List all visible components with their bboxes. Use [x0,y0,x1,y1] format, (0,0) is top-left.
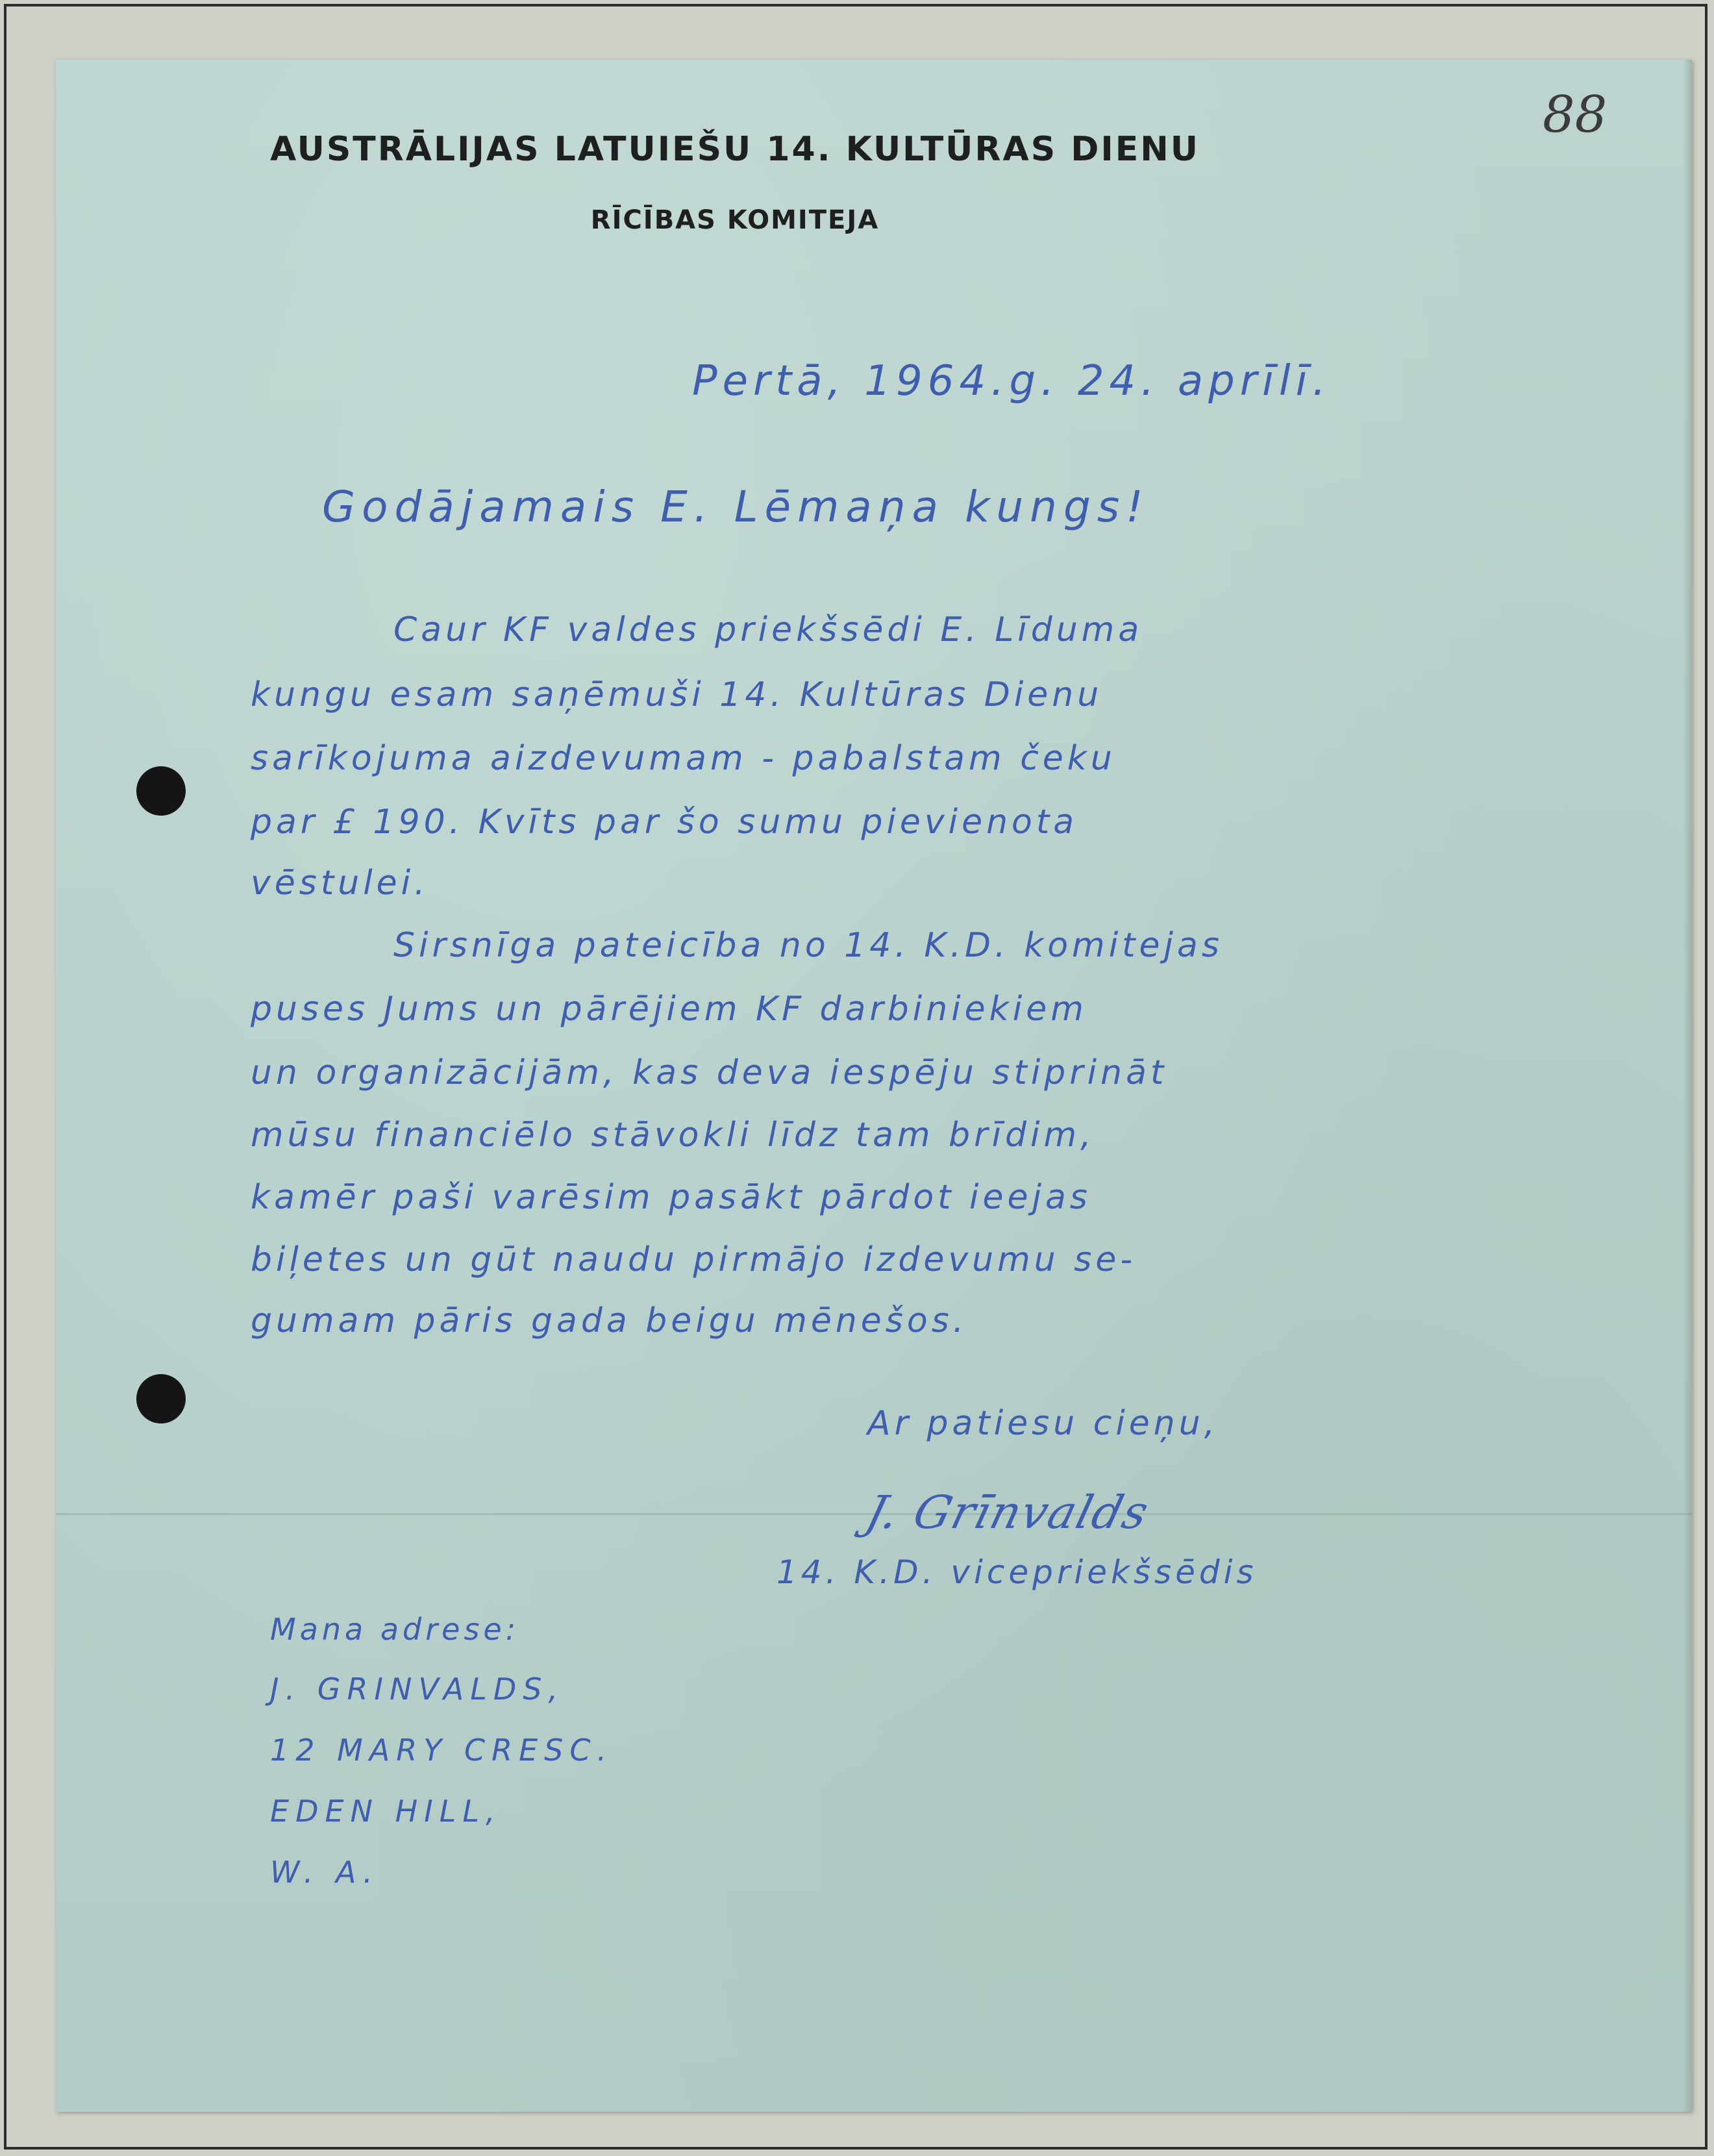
body-line: Caur KF valdes priekšsēdi E. Līduma [393,610,1143,649]
letterhead-subtitle: RĪCĪBAS KOMITEJA [590,205,880,235]
signer-title: 14. K.D. vicepriekšsēdis [776,1553,1258,1591]
body-line: Sirsnīga pateicība no 14. K.D. komitejas [393,926,1223,965]
archive-number: 88 [1543,86,1608,144]
body-line: sarīkojuma aizdevumam - pabalstam čeku [251,739,1116,778]
letter-page [56,60,1692,2112]
address-line: 12 MARY CRESC. [270,1733,614,1768]
address-line: W. A. [270,1855,379,1890]
address-line: J. GRINVALDS, [270,1672,565,1707]
address-line: EDEN HILL, [270,1794,502,1829]
paper-edge [1683,60,1692,2112]
punch-hole-bottom [136,1374,186,1423]
body-line: biļetes un gūt naudu pirmājo izdevumu se- [251,1240,1137,1279]
punch-hole-top [136,766,186,816]
body-line: puses Jums un pārējiem KF darbiniekiem [251,990,1087,1029]
body-line: vēstulei. [251,864,429,903]
body-line: mūsu financiēlo stāvokli līdz tam brīdim, [251,1116,1095,1155]
letterhead-title: AUSTRĀLIJAS LATUIEŠU 14. KULTŪRAS DIENU [269,130,1200,169]
body-line: par £ 190. Kvīts par šo sumu pievienota [251,803,1078,842]
body-line: kamēr paši varēsim pasākt pārdot ieejas [251,1178,1091,1217]
body-line: un organizācijām, kas deva iespēju stiprināt [251,1053,1168,1092]
body-line: gumam pāris gada beigu mēnešos. [251,1301,968,1340]
letter-salutation: Godājamais E. Lēmaņa kungs! [322,482,1150,532]
letter-closing: Ar patiesu cieņu, [867,1404,1219,1443]
signature: J. Grīnvalds [860,1486,1155,1539]
address-label: Mana adrese: [270,1612,520,1647]
letter-date: Pertā, 1964.g. 24. aprīlī. [692,357,1331,405]
body-line: kungu esam saņēmuši 14. Kultūras Dienu [251,675,1103,714]
